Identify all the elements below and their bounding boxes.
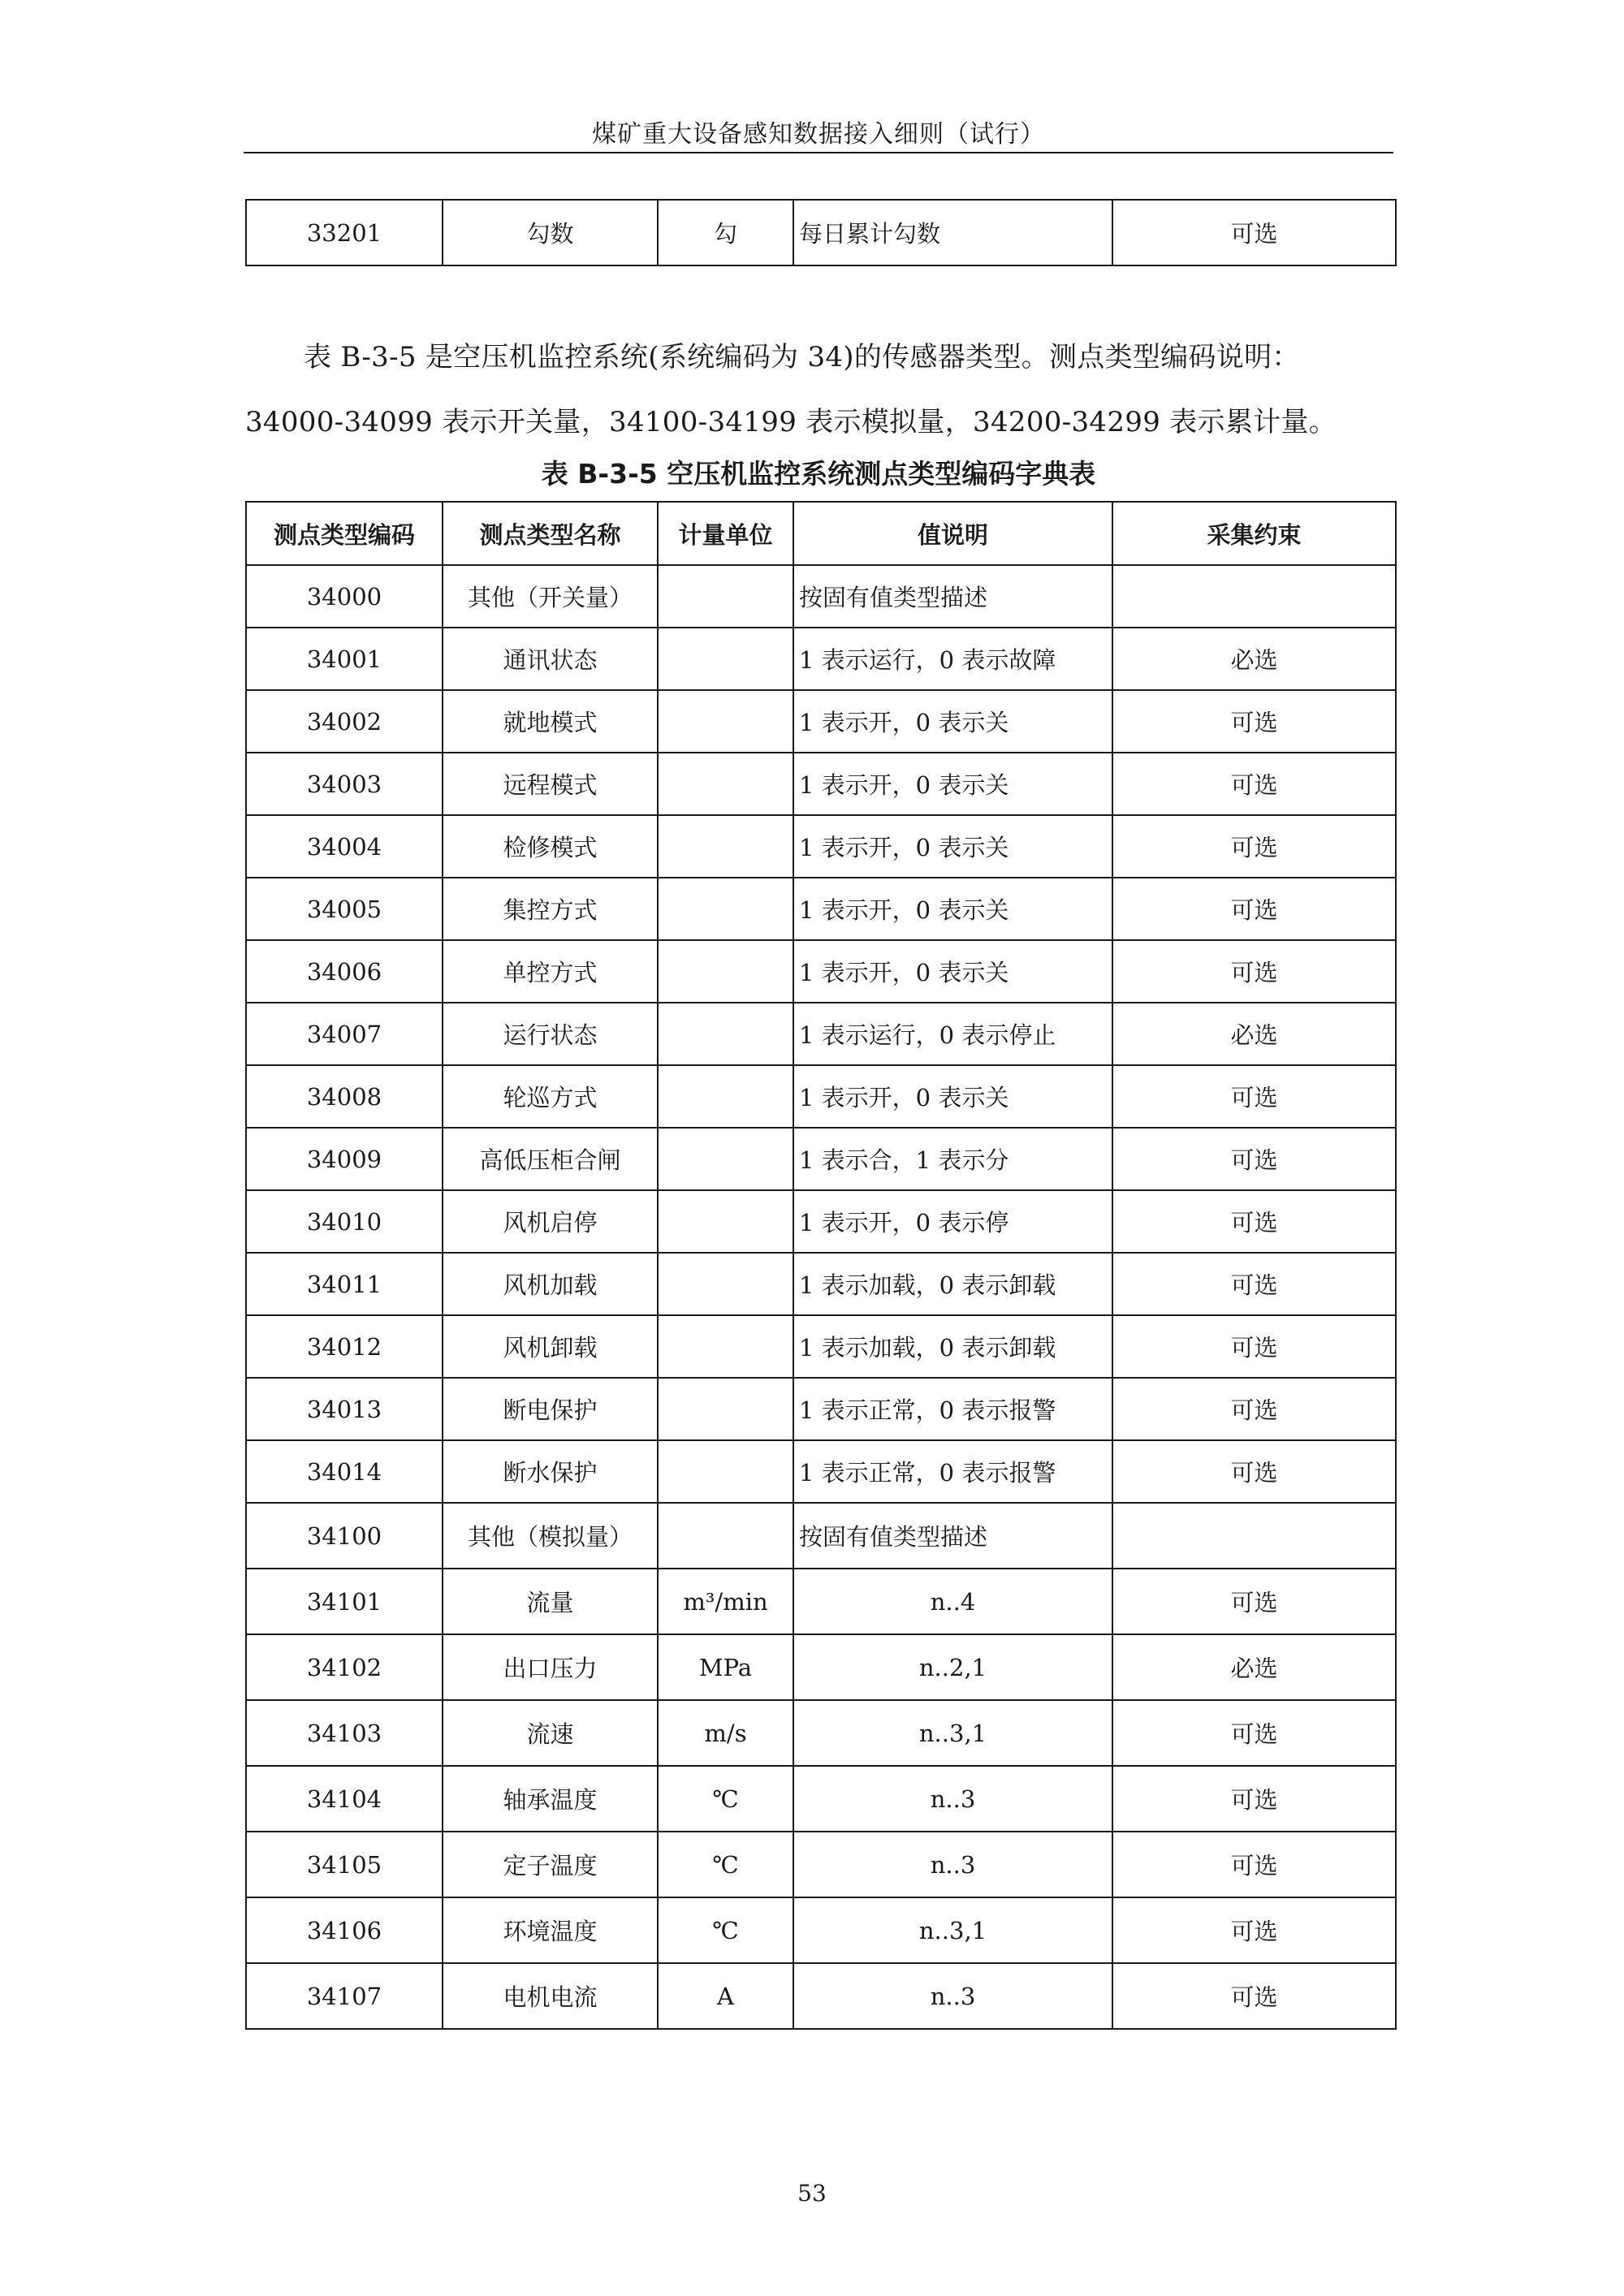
cell-unit [658,1378,793,1440]
cell-unit: MPa [658,1634,793,1700]
cell-unit [658,1003,793,1065]
cell-name: 其他（模拟量） [443,1503,658,1569]
cell-constraint: 可选 [1112,1378,1396,1440]
cell-unit [658,940,793,1003]
cell-constraint: 可选 [1112,1190,1396,1253]
cell-unit [658,753,793,815]
cell-constraint: 可选 [1112,878,1396,940]
table-row [246,690,1396,753]
cell-unit: m³/min [658,1569,793,1634]
cell-code: 34105 [246,1832,443,1897]
cell-desc: 1 表示开，0 表示关 [793,753,1112,815]
cell-constraint: 可选 [1112,1315,1396,1378]
cell-desc: n..3 [793,1963,1112,2029]
cell-desc: n..3,1 [793,1897,1112,1963]
cell-name: 集控方式 [443,878,658,940]
cell-desc: 1 表示开，0 表示停 [793,1190,1112,1253]
sensor-type-table [245,501,1397,2030]
intro-paragraph [245,325,1395,455]
cell-constraint: 可选 [1112,1963,1396,2029]
cell-unit: A [658,1963,793,2029]
cell-name: 运行状态 [443,1003,658,1065]
cell-name: 断电保护 [443,1378,658,1440]
cell-code: 34102 [246,1634,443,1700]
cell-name: 通讯状态 [443,628,658,690]
cell-desc: n..4 [793,1569,1112,1634]
cell-name: 流速 [443,1700,658,1766]
cell-desc: 1 表示加载，0 表示卸载 [793,1253,1112,1315]
cell-constraint: 必选 [1112,1003,1396,1065]
cell-name: 风机启停 [443,1190,658,1253]
cell-code: 34100 [246,1503,443,1569]
cell-desc: 1 表示合，1 表示分 [793,1128,1112,1190]
cell-name: 检修模式 [443,815,658,878]
table-row [246,1378,1396,1440]
cell-constraint: 可选 [1112,815,1396,878]
table-row [246,565,1396,628]
cell-desc: 1 表示开，0 表示关 [793,815,1112,878]
cell-desc: 1 表示加载，0 表示卸载 [793,1315,1112,1378]
table-row [246,815,1396,878]
cell-desc: 1 表示运行，0 表示停止 [793,1003,1112,1065]
cell-name: 轴承温度 [443,1766,658,1832]
table-header-row [246,502,1396,565]
header-name: 测点类型名称 [443,502,658,565]
cell-unit [658,878,793,940]
cell-name: 高低压柜合闸 [443,1128,658,1190]
cell-unit [658,1440,793,1503]
cell-code: 33201 [246,200,443,265]
header-code: 测点类型编码 [246,502,443,565]
cell-constraint: 可选 [1112,753,1396,815]
cell-desc: 每日累计勾数 [793,200,1112,265]
header-rule [244,152,1393,153]
cell-desc: 1 表示正常，0 表示报警 [793,1440,1112,1503]
cell-code: 34008 [246,1065,443,1128]
cell-code: 34103 [246,1700,443,1766]
paragraph-line-1: 表 B-3-5 是空压机监控系统(系统编码为 34)的传感器类型。测点类型编码说明： [304,341,1300,373]
table-row [246,1128,1396,1190]
cell-constraint: 可选 [1112,1440,1396,1503]
cell-constraint [1112,565,1396,628]
cell-unit: m/s [658,1700,793,1766]
cell-desc: 1 表示开，0 表示关 [793,690,1112,753]
cell-code: 34101 [246,1569,443,1634]
cell-unit [658,628,793,690]
table-row [246,878,1396,940]
cell-unit [658,1503,793,1569]
table-row [246,1503,1396,1569]
cell-code: 34010 [246,1190,443,1253]
cell-constraint: 可选 [1112,1253,1396,1315]
cell-desc: 按固有值类型描述 [793,1503,1112,1569]
table-caption: 表 B-3-5 空压机监控系统测点类型编码字典表 [541,458,1096,490]
cell-unit [658,1065,793,1128]
cell-name: 单控方式 [443,940,658,1003]
cell-unit [658,1253,793,1315]
table-row [246,1440,1396,1503]
table-row [246,1003,1396,1065]
cell-code: 34013 [246,1378,443,1440]
cell-code: 34011 [246,1253,443,1315]
cell-unit [658,1128,793,1190]
cell-code: 34006 [246,940,443,1003]
cell-code: 34009 [246,1128,443,1190]
cell-constraint: 可选 [1112,1766,1396,1832]
cell-name: 断水保护 [443,1440,658,1503]
cell-unit [658,1315,793,1378]
cell-name: 轮巡方式 [443,1065,658,1128]
header-desc: 值说明 [793,502,1112,565]
cell-name: 风机加载 [443,1253,658,1315]
continued-table [245,199,1397,266]
cell-code: 34005 [246,878,443,940]
cell-code: 34001 [246,628,443,690]
cell-code: 34004 [246,815,443,878]
cell-desc: n..3 [793,1832,1112,1897]
table-row [246,940,1396,1003]
table-row [246,1766,1396,1832]
cell-constraint: 可选 [1112,1569,1396,1634]
cell-desc: 1 表示开，0 表示关 [793,940,1112,1003]
table-row [246,1700,1396,1766]
header-constraint: 采集约束 [1112,502,1396,565]
cell-code: 34002 [246,690,443,753]
cell-constraint: 可选 [1112,1832,1396,1897]
cell-desc: 1 表示开，0 表示关 [793,878,1112,940]
cell-constraint: 可选 [1112,1700,1396,1766]
cell-constraint: 必选 [1112,1634,1396,1700]
cell-name: 风机卸载 [443,1315,658,1378]
cell-constraint: 可选 [1112,1128,1396,1190]
paragraph-line-2: 34000-34099 表示开关量，34100-34199 表示模拟量，34200-34299 表示累计量。 [245,406,1337,438]
cell-desc: 1 表示正常，0 表示报警 [793,1378,1112,1440]
cell-constraint: 可选 [1112,1897,1396,1963]
table-row [246,1190,1396,1253]
table-row [246,753,1396,815]
cell-unit [658,815,793,878]
cell-code: 34107 [246,1963,443,2029]
running-header: 煤矿重大设备感知数据接入细则（试行） [592,120,1045,149]
cell-constraint: 可选 [1112,1065,1396,1128]
cell-desc: 1 表示开，0 表示关 [793,1065,1112,1128]
cell-desc: 按固有值类型描述 [793,565,1112,628]
cell-desc: n..2,1 [793,1634,1112,1700]
cell-name: 出口压力 [443,1634,658,1700]
cell-unit: ℃ [658,1897,793,1963]
table-row [246,1065,1396,1128]
cell-constraint: 可选 [1112,940,1396,1003]
table-row [246,1963,1396,2029]
table-row [246,1569,1396,1634]
table-row [246,1897,1396,1963]
cell-desc: 1 表示运行，0 表示故障 [793,628,1112,690]
table-row [246,628,1396,690]
table-row [246,200,1396,265]
cell-code: 34012 [246,1315,443,1378]
cell-code: 34000 [246,565,443,628]
table-row [246,1832,1396,1897]
cell-name: 定子温度 [443,1832,658,1897]
cell-name: 其他（开关量） [443,565,658,628]
cell-code: 34014 [246,1440,443,1503]
table-row [246,1253,1396,1315]
cell-code: 34007 [246,1003,443,1065]
cell-name: 电机电流 [443,1963,658,2029]
page-number: 53 [797,2180,827,2207]
cell-unit: ℃ [658,1766,793,1832]
cell-constraint: 可选 [1112,690,1396,753]
cell-unit: 勾 [658,200,793,265]
header-unit: 计量单位 [658,502,793,565]
cell-constraint: 必选 [1112,628,1396,690]
cell-name: 流量 [443,1569,658,1634]
cell-unit: ℃ [658,1832,793,1897]
cell-name: 就地模式 [443,690,658,753]
cell-name: 远程模式 [443,753,658,815]
cell-unit [658,1190,793,1253]
cell-constraint [1112,1503,1396,1569]
table-row [246,1315,1396,1378]
cell-desc: n..3 [793,1766,1112,1832]
cell-unit [658,565,793,628]
cell-constraint: 可选 [1112,200,1396,265]
cell-unit [658,690,793,753]
cell-name: 环境温度 [443,1897,658,1963]
cell-code: 34003 [246,753,443,815]
cell-name: 勾数 [443,200,658,265]
cell-code: 34106 [246,1897,443,1963]
cell-desc: n..3,1 [793,1700,1112,1766]
table-row [246,1634,1396,1700]
cell-code: 34104 [246,1766,443,1832]
